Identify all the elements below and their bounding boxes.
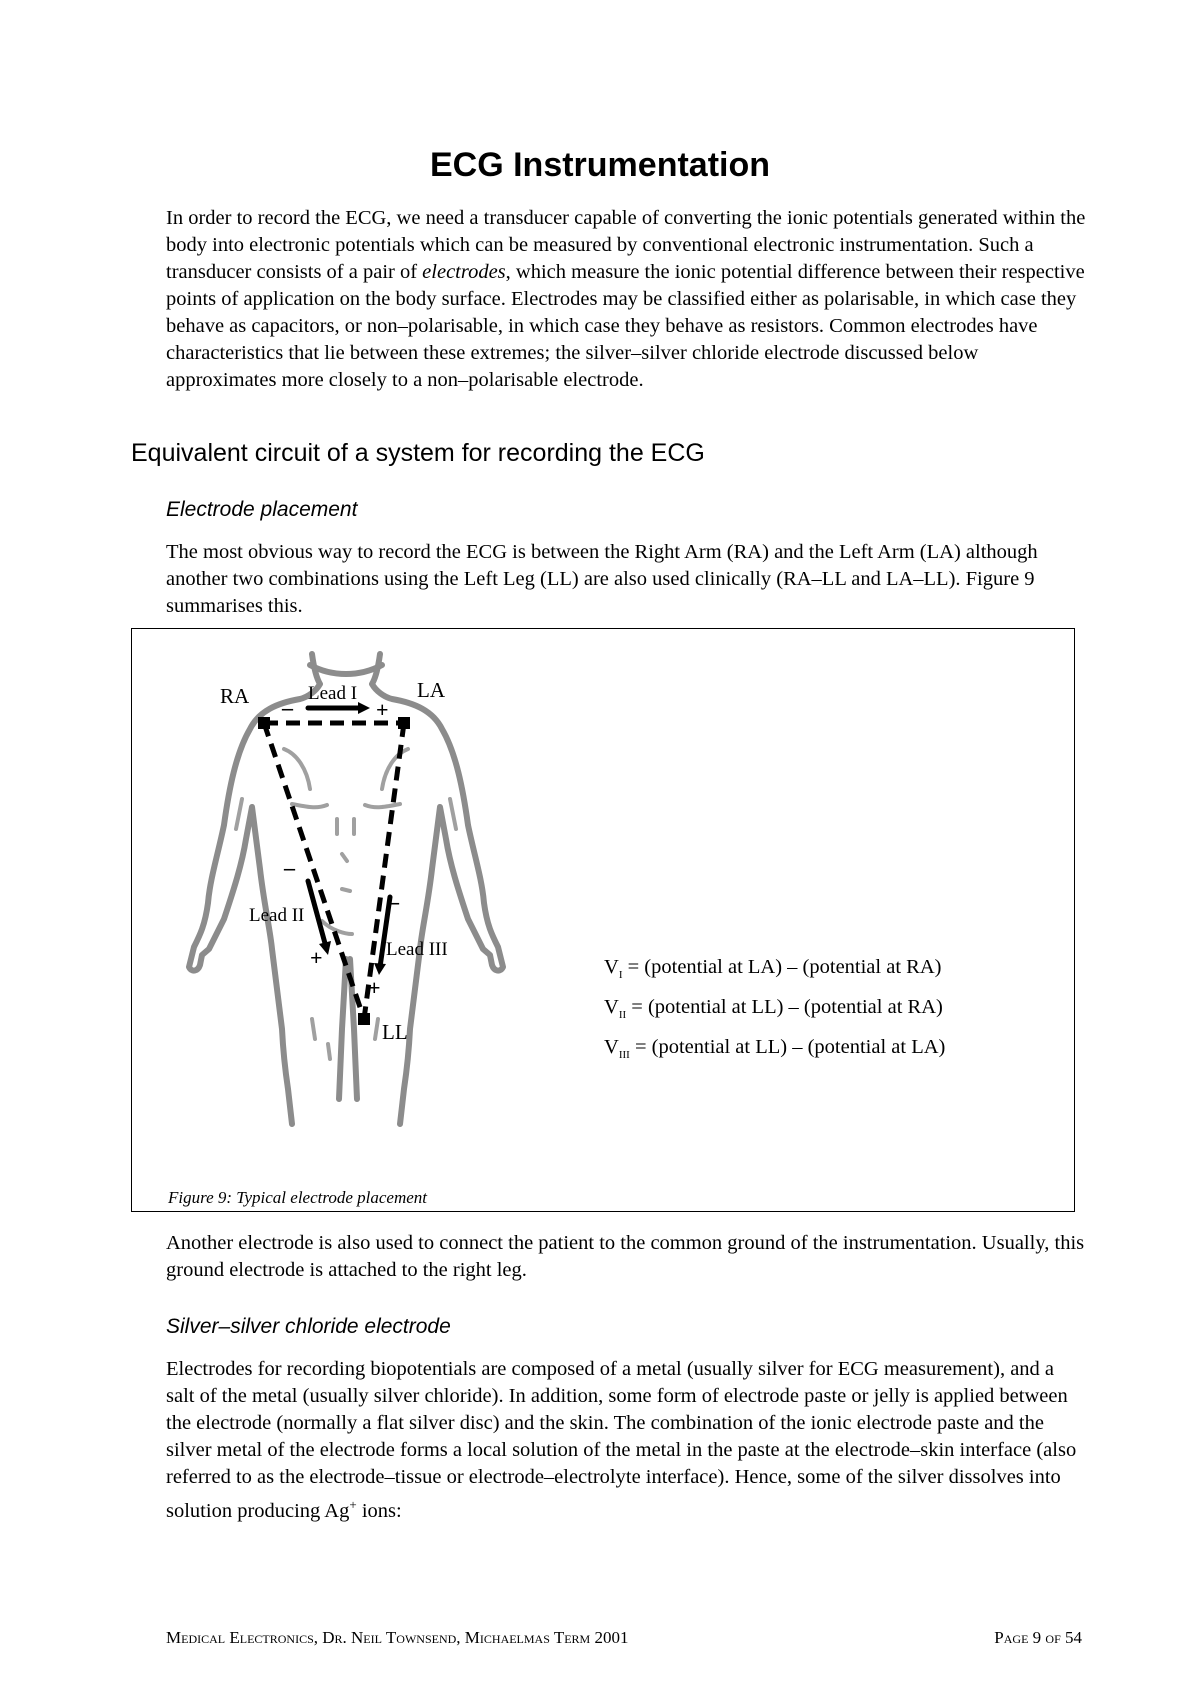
label-lead2: Lead II [249,905,305,926]
label-ll: LL [382,1020,408,1044]
intro-emphasis: electrodes [422,261,506,283]
silver-chloride-paragraph [166,1356,1086,1525]
ra-electrode [258,717,270,729]
ground-paragraph: Another electrode is also used to connect the patient to the common ground of the instrumentation. Usually, this ground electrode is attached to the right leg. [166,1232,1085,1281]
footer-page-number: Page 9 of 54 [994,1628,1082,1647]
intro-text-2: , which measure the ionic potential difference between their respective points of application on the body surface. Electrodes may be classified either as polarisable, in which case they behave as capacitors, or non–polarisable, in which case they behave as resistors. Common electrodes have characteristics that lie between these extremes; the silver–silver chloride electrode discussed below approximates more closely to a non–polarisable electrode. [166,261,1085,391]
agcl-text-end: ions: [356,1499,402,1522]
lead1-arrowhead [358,702,370,714]
label-lead1: Lead I [308,683,358,704]
body-diagram [132,629,1076,1213]
equation-lead2: $V_{II}$ = (potential at LL) – (potential at RA) [604,996,943,1022]
label-la: LA [417,678,445,702]
equation-lead1: $V_I$ = (potential at LA) – (potential at RA) [604,956,942,982]
page-title: ECG Instrumentation [429,146,771,184]
lead1-minus: – [282,695,293,720]
ll-electrode [358,1013,370,1025]
agcl-text: Electrodes for recording biopotentials are composed of a metal (usually silver for ECG measurement), and a salt of the metal (usually silver chloride). In addition, some form of electrode paste or jelly is applied between the electrode (normally a flat silver disc) and the skin. The combination of the ionic electrode paste and the silver metal of the electrode forms a local solution of the metal in the paste at the electrode–skin interface (also referred to as the electrode–tissue or electrode–electrolyte interface). Hence, some of the silver dissolves into solution producing Ag [166,1358,1077,1522]
label-lead3: Lead III [386,939,448,960]
body-details [236,749,456,1059]
lead3-plus: + [368,975,381,1000]
label-ra: RA [220,684,250,708]
section-heading: Equivalent circuit of a system for recording the ECG [131,439,705,467]
lead2-plus: + [310,945,323,970]
subheading-electrode-placement: Electrode placement [166,498,358,521]
figure-9 [131,628,1075,1212]
ag-ion-charge: + [349,1497,357,1512]
subheading-silver-chloride: Silver–silver chloride electrode [166,1315,451,1338]
lead-equations [604,956,945,1076]
figure-caption: Figure 9: Typical electrode placement [168,1188,428,1207]
intro-text-1: In order to record the ECG, we need a transducer capable of converting the ionic potentials generated within the body into electronic potentials which can be measured by conventional electronic instrumentation. Such a transducer consists of a pair of [166,207,1086,283]
equation-lead3: $V_{III}$ = (potential at LL) – (potential at LA) [604,1036,946,1062]
lead1-plus: + [376,697,389,722]
la-electrode [398,717,410,729]
footer-course-info: Medical Electronics, Dr. Neil Townsend, Michaelmas Term 2001 [166,1628,629,1647]
lead3-arrowhead [374,963,386,975]
lead2-minus: – [284,855,295,880]
placement-paragraph: The most obvious way to record the ECG is between the Right Arm (RA) and the Left Arm (LA) although another two combinations using the Left Leg (LL) are also used clinically (RA–LL and LA–LL). Figure 9 summarises this. [166,541,1038,617]
lead3-minus: – [388,889,399,914]
intro-paragraph [166,205,1086,394]
